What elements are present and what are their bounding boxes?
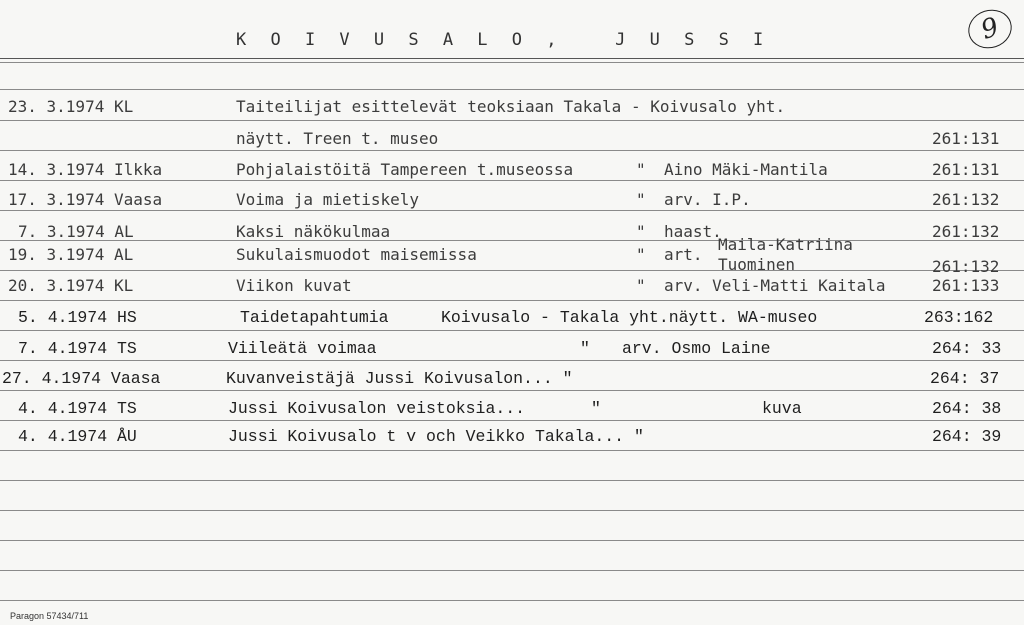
entry-ref: 261:132 (932, 222, 1000, 241)
entry-ref: 264: 33 (932, 339, 1002, 358)
entry-row (0, 129, 1024, 159)
entry-title: Viileätä voimaa (228, 339, 377, 358)
entry-ref: 261:131 (932, 129, 1000, 148)
entry-ref: 261:132 (932, 257, 1000, 276)
entry-title: Kaksi näkökulmaa (236, 222, 391, 241)
card-number-circle: 9 (963, 4, 1017, 54)
entry-ref: 264: 37 (930, 369, 1000, 388)
entry-date: 20. 3.1974 KL (8, 276, 134, 295)
entry-extra: Koivusalo - Takala yht.näytt. WA-museo (441, 308, 818, 327)
card-title: K O I V U S A L O , J U S S I (236, 30, 771, 50)
rule-line (0, 89, 1024, 90)
ditto-mark: " (636, 160, 646, 179)
header-rule (0, 58, 1024, 59)
entry-date: 27. 4.1974 Vaasa (2, 369, 161, 388)
entry-date: 14. 3.1974 Ilkka (8, 160, 163, 179)
entry-title: näytt. Treen t. museo (236, 129, 439, 148)
entry-title: Jussi Koivusalo t v och Veikko Takala... " (228, 427, 644, 446)
entry-ref: 261:133 (932, 276, 1000, 295)
entry-ref: 261:132 (932, 190, 1000, 209)
entry-note: arv. Osmo Laine (622, 339, 771, 358)
entry-row (0, 190, 1024, 220)
entry-title: Voima ja mietiskely (236, 190, 420, 209)
entry-date: 4. 4.1974 ÅU (18, 427, 137, 446)
entry-date: 23. 3.1974 KL (8, 97, 134, 116)
entry-title: Jussi Koivusalon veistoksia... (228, 399, 526, 418)
ditto-mark: " (591, 399, 601, 418)
entry-row (0, 427, 1024, 457)
entry-note: haast. (664, 222, 722, 241)
entry-row (0, 308, 1024, 338)
entry-ref: 261:131 (932, 160, 1000, 179)
entry-title: Taidetapahtumia (240, 308, 389, 327)
entry-title: Pohjalaistöitä Tampereen t.museossa (236, 160, 574, 179)
entry-ref: 263:162 (924, 308, 994, 327)
entry-date: 17. 3.1974 Vaasa (8, 190, 163, 209)
entry-row (0, 339, 1024, 369)
entry-row (0, 399, 1024, 429)
rule-line (0, 510, 1024, 511)
entry-note: arv. Veli-Matti Kaitala (664, 276, 886, 295)
entry-title: Kuvanveistäjä Jussi Koivusalon... " (226, 369, 573, 388)
ditto-mark: " (636, 276, 646, 295)
entry-note: arv. I.P. (664, 190, 751, 209)
entry-row (0, 235, 1024, 276)
entry-date: 7. 4.1974 TS (18, 339, 137, 358)
entry-row (0, 97, 1024, 127)
entry-note-name-line1: Maila-Katriina (718, 235, 853, 254)
entry-title: Viikon kuvat (236, 276, 352, 295)
entry-row (0, 276, 1024, 306)
ditto-mark: " (636, 245, 646, 264)
ditto-mark: " (580, 339, 590, 358)
entry-date: 7. 3.1974 AL (18, 222, 134, 241)
entry-row (0, 369, 1024, 399)
entry-row (0, 160, 1024, 190)
rule-line (0, 570, 1024, 571)
entry-date: 5. 4.1974 HS (18, 308, 137, 327)
entry-title: Sukulaismuodot maisemissa (236, 245, 477, 264)
entry-ref: 264: 39 (932, 427, 1002, 446)
ditto-mark: " (636, 222, 646, 241)
entry-date: 4. 4.1974 TS (18, 399, 137, 418)
ditto-mark: " (636, 190, 646, 209)
entry-note: art. (664, 245, 703, 264)
entry-title: Taiteilijat esittelevät teoksiaan Takala - Koivusalo yht. (236, 97, 786, 116)
header-rule-double (0, 62, 1024, 63)
card-printer-label: Paragon 57434/711 (10, 611, 89, 621)
entry-note-name-line2: Tuominen (718, 255, 796, 274)
rule-line (0, 600, 1024, 601)
entry-note: kuva (762, 399, 802, 418)
rule-line (0, 540, 1024, 541)
entry-note: Aino Mäki-Mantila (664, 160, 828, 179)
rule-line (0, 480, 1024, 481)
entry-ref: 264: 38 (932, 399, 1002, 418)
entry-date: 19. 3.1974 AL (8, 245, 134, 264)
